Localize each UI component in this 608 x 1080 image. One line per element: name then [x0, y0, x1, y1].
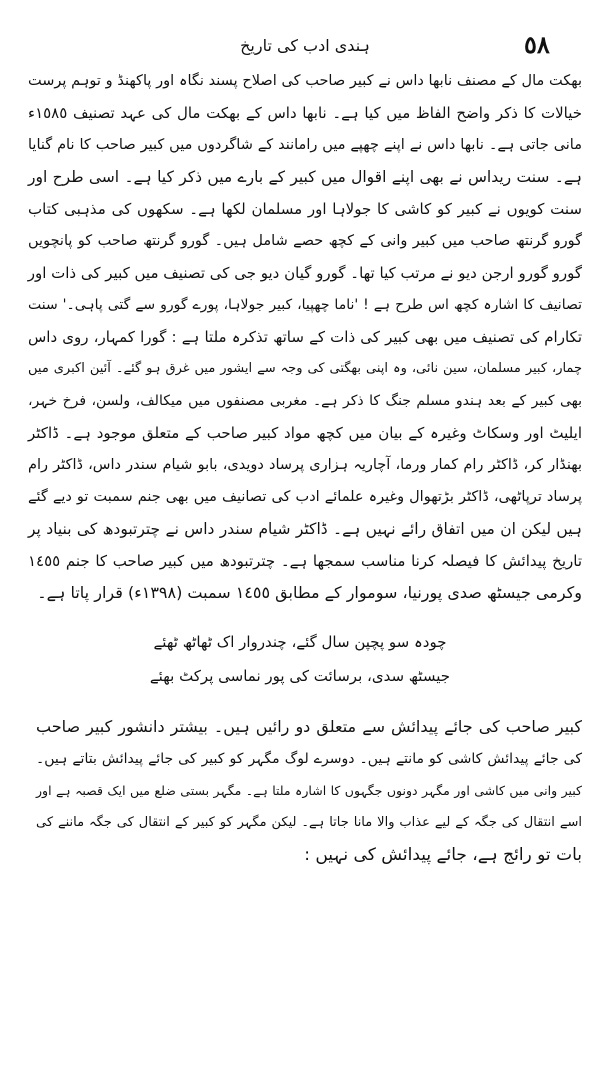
paragraph-2-line: کبیر صاحب کی جائے پیدائش سے متعلق دو رائیں ہیں۔ بیشتر دانشور کبیر صاحب: [36, 717, 582, 736]
page-number: ٥٨: [524, 30, 550, 59]
paragraph-2-line: بات تو رائج ہے، جائے پیدائش کی نہیں :: [304, 845, 582, 865]
paragraph-1-line: چمار، کبیر مسلمان، سین نائی، وہ اپنی بھگتی کی وجہ سے ایشور میں غرق ہو گئے۔ آئین اکبری میں: [28, 361, 582, 376]
paragraph-2-line: کبیر وانی میں کاشی اور مگہر دونوں جگہوں کا اشارہ ملتا ہے۔ مگہر بستی ضلع میں ایک قصبہ ہے اور: [36, 783, 582, 798]
paragraph-1-line: پرساد ترپاٹھی، ڈاکٹر بڑتھوال وغیرہ علمائے ادب کی تصانیف میں بھی جنم سمبت تو دیے گئے: [28, 489, 582, 505]
verse-line: چودہ سو پچپن سال گئے، چندروار اک ٹھاٹھ ٹھئے: [153, 633, 447, 651]
paragraph-1-line: گورو گرنتھ صاحب میں کبیر وانی کے کچھ حصے شامل ہیں۔ گورو گرنتھ صاحب کو پانچویں: [28, 233, 582, 249]
paragraph-1-line: مانی جاتی ہے۔ نابھا داس نے اپنے چھپے میں رامانند کے شاگردوں میں کبیر صاحب کا نام گنایا: [28, 137, 582, 153]
paragraph-1-line: سنت کویوں نے کبیر کو کاشی کا جولاہا اور مسلمان لکھا ہے۔ سکھوں کی مذہبی کتاب: [28, 200, 582, 218]
paragraph-1-line: بھنڈار کر، ڈاکٹر رام کمار ورما، آچاریہ ہزاری پرساد دویدی، بابو شیام سندر داس، ڈاکٹر رام: [28, 457, 582, 473]
paragraph-1-line: تاریخ پیدائش کا فیصلہ کرنا مناسب سمجھا ہے۔ چترتبودھ میں کبیر صاحب کا جنم ١٤٥٥: [28, 552, 582, 570]
paragraph-1-line: بھکت مال کے مصنف نابھا داس نے کبیر صاحب کی اصلاح پسند نگاہ اور پاکھنڈ و توہم پرست: [28, 73, 582, 89]
running-head: ہندی ادب کی تاریخ: [240, 36, 370, 55]
paragraph-1-line: تکارام کی تصنیف میں بھی کبیر کی ذات کے ساتھ تذکرہ ملتا ہے : گورا کمہار، روی داس: [28, 328, 582, 346]
paragraph-1-line: خیالات کا ذکر واضح الفاظ میں کیا ہے۔ نابھا داس کے بھکت مال کی عہد تصنیف ١٥٨٥ء: [28, 104, 582, 122]
paragraph-1-line: ایلیٹ اور وسکاٹ وغیرہ کے بیان میں کچھ مواد کبیر صاحب کے متعلق موجود ہے۔ ڈاکٹر: [28, 424, 582, 442]
paragraph-2-line: کی جائے پیدائش کاشی کو مانتے ہیں۔ دوسرے لوگ مگہر کو کبیر کی جائے پیدائش بتاتے ہیں۔: [36, 751, 582, 767]
verse-line: جیسٹھ سدی، برسائت کی پور نماسی پرکٹ بھئے: [149, 667, 450, 685]
paragraph-1-line: وکرمی جیسٹھ صدی پورنیا، سوموار کے مطابق ١٤٥٥ سمبت (١٣٩٨ء) قرار پاتا ہے۔: [37, 583, 582, 602]
paragraph-1-line: بھی کبیر کے بعد ہندو مسلم جنگ کا ذکر ہے۔ مغربی مصنفوں میں میکالف، ولسن، فرخ خہر،: [28, 393, 582, 409]
paragraph-1-line: گورو گورو ارجن دیو نے مرتب کیا تھا۔ گورو گیان دیو جی کی تصنیف میں کبیر کی ذات اور: [27, 264, 582, 282]
paragraph-1-line: ہے۔ سنت ریداس نے بھی اپنے اقوال میں کبیر کے بارے میں ذکر کیا ہے۔ اسی طرح اور: [28, 168, 582, 186]
paragraph-1-line: ہیں لیکن ان میں اتفاق رائے نہیں ہے۔ ڈاکٹر شیام سندر داس نے چترتبودھ کی بنیاد پر: [28, 520, 582, 538]
paragraph-1-line: تصانیف کا اشارہ کچھ اس طرح ہے ! 'ناما چھپیا، کبیر جولاہا، پورے گورو سے گتی پاہی۔' سنت: [28, 297, 582, 313]
paragraph-2-line: اسے انتقال کی جگہ کے لیے عذاب والا مانا جاتا ہے۔ لیکن مگہر کو کبیر کے انتقال کی جگہ ماننے کی: [36, 815, 582, 830]
